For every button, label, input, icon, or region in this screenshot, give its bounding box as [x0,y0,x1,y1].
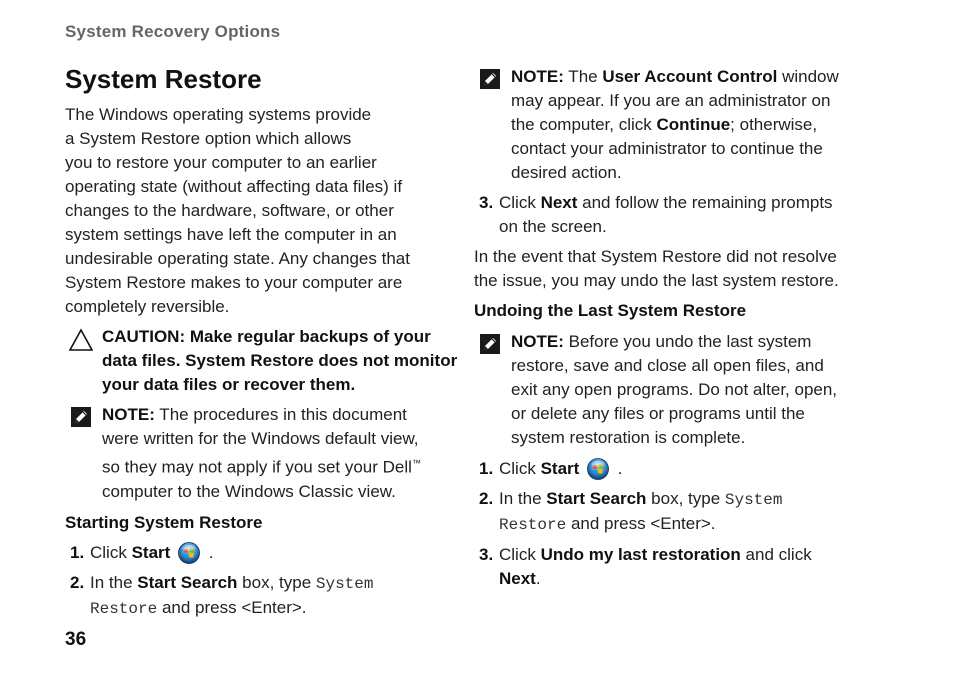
note-pencil-icon [71,407,91,427]
note-notice [65,403,460,504]
intro-paragraph [65,103,460,319]
undoing-heading: Undoing the Last System Restore [474,301,747,320]
intro-line: changes to the hardware, software, or other [65,201,394,220]
starting-step-2: 2. In the Start Search box, type System Restore and press <Enter>. [70,572,374,618]
undoing-step-3: 3. Click Undo my last restoration and click Next. [479,545,812,588]
intro-line: operating state (without affecting data files) if [65,177,403,196]
intro-line: you to restore your computer to an earlier [65,153,377,172]
undoing-step-1: 1. Click Start . [479,459,623,478]
starting-heading: Starting System Restore [65,512,263,532]
page-number: 36 [65,629,87,650]
undo-note [474,330,869,450]
undoing-step-2: 2. In the Start Search box, type System Restore and press <Enter>. [479,489,783,534]
right-column [474,65,869,591]
starting-step-1: 1. Click Start . [70,542,214,562]
note-text: NOTE: The User Account Control window may appear. If you are an administrator on the computer, click Continue; otherwise, contact your administrator to continue the desired action. [511,67,839,182]
note-pencil-icon [480,69,500,89]
starting-step-3: 3. Click Next and follow the remaining prompts on the screen. [479,193,833,236]
intro-line: undesirable operating state. Any changes that [65,249,410,268]
windows-start-orb-icon [587,458,609,480]
intro-line: system settings have left the computer in an [65,225,397,244]
uac-note [474,65,869,185]
caution-text: CAUTION: Make regular backups of your data files. System Restore does not monitor your data files or recover them. [102,327,458,394]
page-title: System Restore [65,64,262,94]
note-text: NOTE: Before you undo the last system restore, save and close all open files, and exit any open programs. Do not alter, open, or delete any files or programs until the system restoration is complete. [511,332,838,447]
intro-line: System Restore makes to your computer are [65,273,403,292]
caution-triangle-icon [69,328,93,352]
windows-start-orb-icon [178,542,200,564]
intro-line: The Windows operating systems provide [65,105,372,124]
caution-notice [65,325,460,397]
note-pencil-icon [480,334,500,354]
note-text: NOTE: The procedures in this document were written for the Windows default view, so they may not apply if you set your Dell™ computer to the Windows Classic view. [102,405,421,501]
left-column [65,103,460,621]
event-paragraph: In the event that System Restore did not resolve the issue, you may undo the last system restore. [474,247,839,290]
intro-line: a System Restore option which allows [65,129,352,148]
section-header: System Recovery Options [65,22,281,41]
intro-line: completely reversible. [65,297,230,316]
